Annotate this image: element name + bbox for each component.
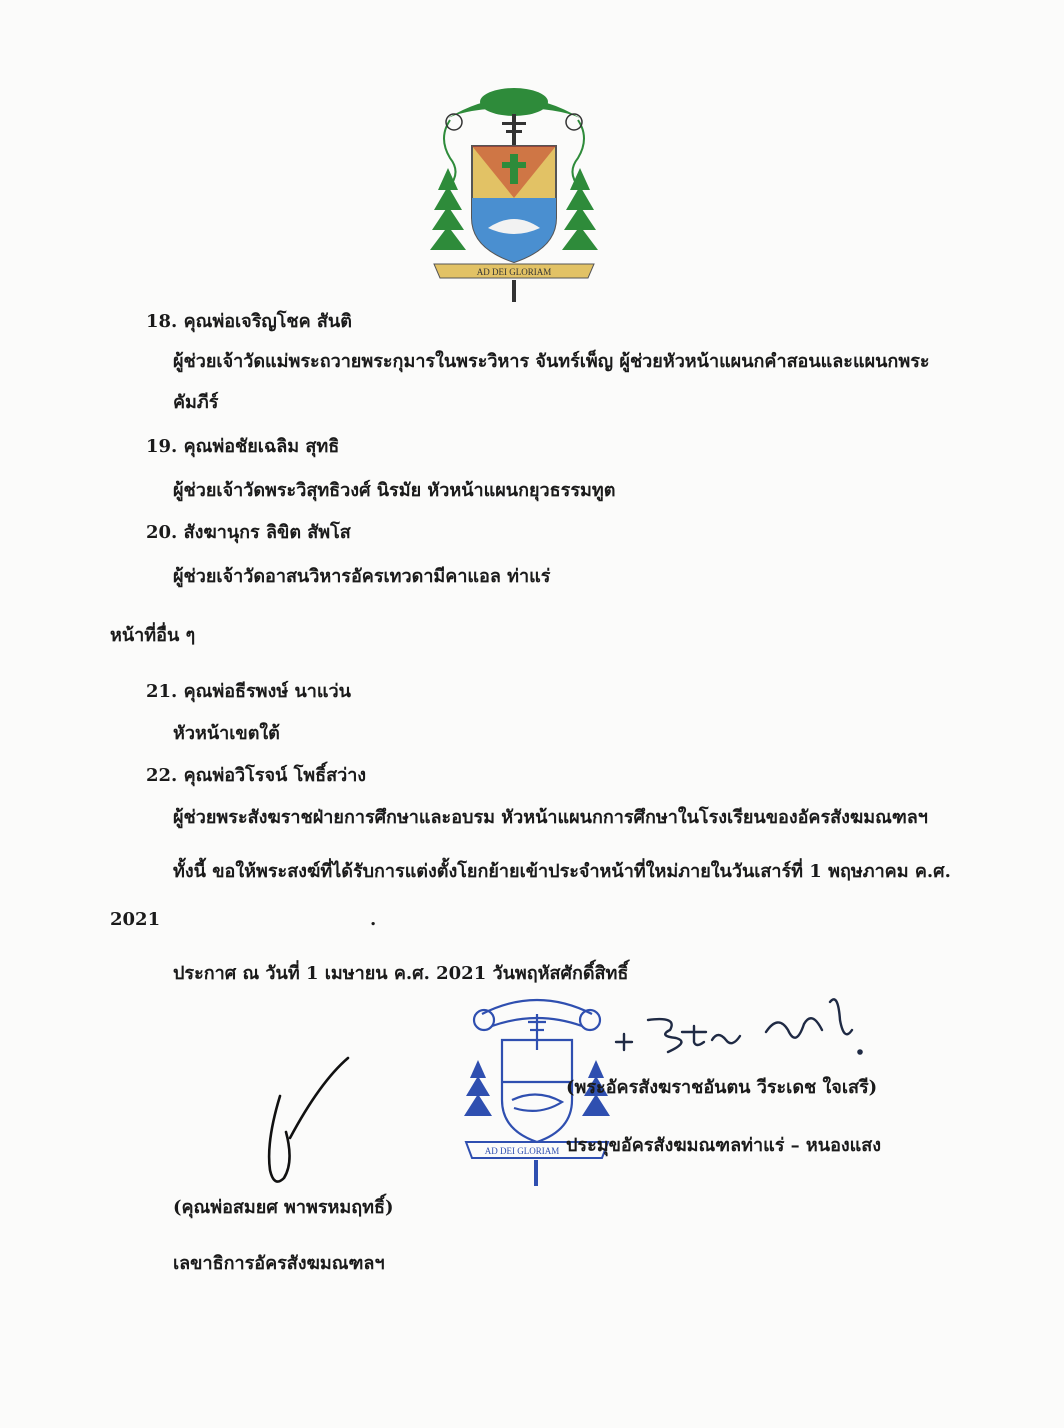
item-name: คุณพ่อธีรพงษ์ นาแว่น (183, 681, 351, 702)
coat-of-arms-icon (428, 78, 600, 308)
item-name: คุณพ่อชัยเฉลิม สุทธิ (183, 436, 340, 457)
archbishop-signature-icon (608, 990, 868, 1070)
item-name: สังฆานุกร ลิขิต สัพโส (183, 522, 351, 543)
item-22-duty-line1: ผู้ช่วยพระสังฆราชฝ่ายการศึกษาและอบรม หัวหน้าแผนกการศึกษาในโรงเรียนของอัครสังฆมณฑลฯ (173, 807, 928, 828)
stamp-motto: AD DEI GLORIAM (484, 1146, 560, 1156)
secretary-name: (คุณพ่อสมยศ พาพรหมฤทธิ์) (173, 1197, 394, 1218)
emblem-motto: AD DEI GLORIAM (476, 267, 552, 277)
item-21-duty-line1: หัวหน้าเขตใต้ (173, 723, 280, 744)
closing-dot: . (370, 909, 377, 930)
announcement-date: ประกาศ ณ วันที่ 1 เมษายน ค.ศ. 2021 วันพฤหัสศักดิ์สิทธิ์ (173, 963, 629, 984)
archbishop-name: (พระอัครสังฆราชอันตน วีระเดช ใจเสรี) (566, 1077, 878, 1098)
item-number: 20. (146, 522, 178, 543)
item-number: 22. (146, 765, 178, 786)
closing-line2: 2021 (110, 909, 161, 930)
item-number: 19. (146, 436, 178, 457)
secretary-signature-icon (250, 1052, 360, 1192)
item-number: 21. (146, 681, 178, 702)
item-19-header (146, 435, 339, 459)
item-18-duty-line1: ผู้ช่วยเจ้าวัดแม่พระถวายพระกุมารในพระวิหาร จันทร์เพ็ญ ผู้ช่วยหัวหน้าแผนกคำสอนและแผนกพระ (173, 351, 930, 372)
item-22-header (146, 764, 366, 788)
archbishop-title: ประมุขอัครสังฆมณฑลท่าแร่ – หนองแสง (566, 1135, 882, 1156)
item-21-header (146, 680, 351, 704)
closing-line1: ทั้งนี้ ขอให้พระสงฆ์ที่ได้รับการแต่งตั้งโยกย้ายเข้าประจำหน้าที่ใหม่ภายในวันเสาร์ที่ 1 พฤษภาคม ค.ศ. (173, 861, 951, 882)
item-18-header (146, 310, 352, 334)
secretary-title: เลขาธิการอัครสังฆมณฑลฯ (173, 1253, 385, 1274)
item-name: คุณพ่อวิโรจน์ โพธิ์สว่าง (183, 765, 367, 786)
other-duties-heading: หน้าที่อื่น ๆ (110, 625, 196, 646)
item-20-duty-line1: ผู้ช่วยเจ้าวัดอาสนวิหารอัครเทวดามีคาแอล ท่าแร่ (173, 566, 551, 587)
item-18-duty-line2: คัมภีร์ (173, 392, 219, 413)
item-number: 18. (146, 311, 178, 332)
item-name: คุณพ่อเจริญโชค สันติ (183, 311, 352, 332)
item-19-duty-line1: ผู้ช่วยเจ้าวัดพระวิสุทธิวงศ์ นิรมัย หัวหน้าแผนกยุวธรรมทูต (173, 480, 616, 501)
item-20-header (146, 521, 351, 545)
